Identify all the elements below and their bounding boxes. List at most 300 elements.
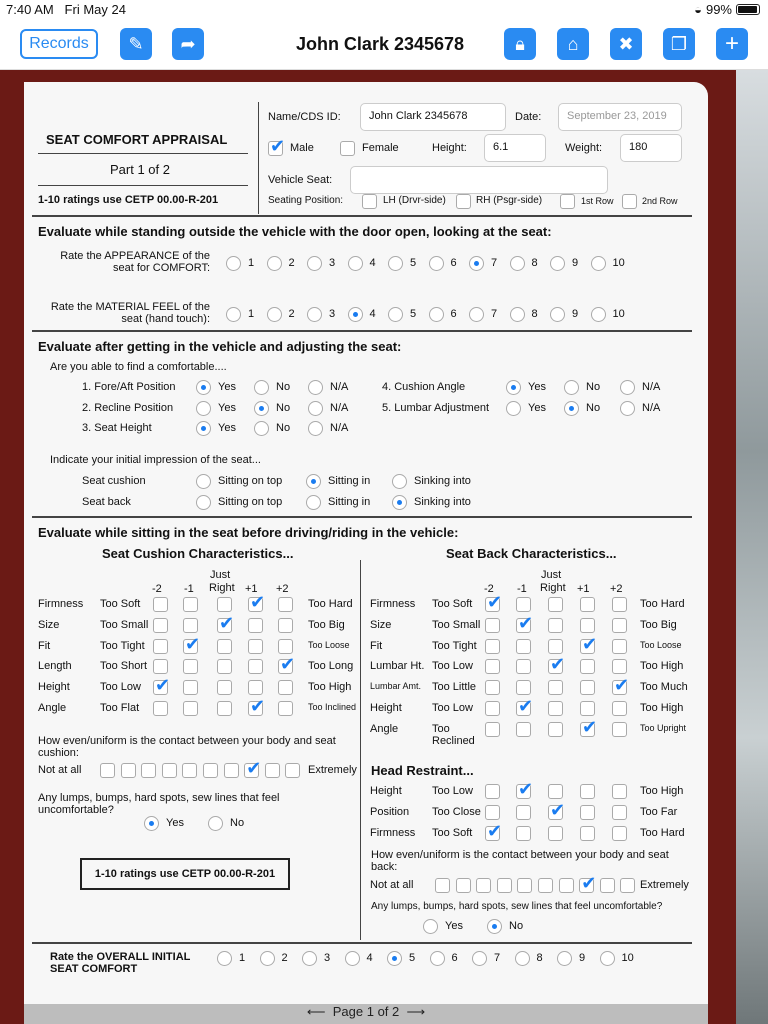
cushion-0-check-0[interactable] [153, 597, 168, 612]
height-label: Height: [432, 142, 467, 154]
copy-icon[interactable]: ❐ [663, 28, 695, 60]
vehicle-seat-label: Vehicle Seat: [268, 174, 333, 186]
head-2-check-1[interactable] [516, 826, 531, 841]
back-4-check-2[interactable] [548, 680, 563, 695]
material-radio-6[interactable] [429, 307, 444, 322]
back-even-extremely: Extremely [640, 879, 689, 891]
cushion-lumps-yes-radio[interactable] [144, 816, 159, 831]
share-icon[interactable]: ➦ [172, 28, 204, 60]
cushion-high-0: Too Hard [308, 598, 353, 610]
overall-label-1: 1 [239, 952, 246, 964]
head-1-check-4[interactable] [612, 805, 627, 820]
rating-note-box: 1-10 ratings use CETP 00.00-R-201 [80, 858, 290, 890]
head-high-2: Too Hard [640, 826, 685, 839]
back-1-check-1[interactable] [516, 618, 531, 633]
cushion-col-p1: +1 [245, 583, 258, 595]
cushion-3-check-1[interactable] [183, 659, 198, 674]
impression-0-sinking-label: Sinking into [414, 475, 471, 487]
back-high-1: Too Big [640, 618, 677, 631]
cushion-3-check-4[interactable] [278, 659, 293, 674]
impression-0-sinking-radio[interactable] [392, 474, 407, 489]
back-title: Seat Back Characteristics... [446, 546, 617, 561]
lock-icon[interactable]: 🔒︎ [504, 28, 536, 60]
back-high-4: Too Much [640, 681, 688, 694]
cushion-5-check-0[interactable] [153, 701, 168, 716]
adjust-left-1-yes-label: Yes [218, 381, 236, 393]
appearance-label-3: 3 [329, 257, 336, 269]
back-4-check-1[interactable] [516, 680, 531, 695]
back-3-check-4[interactable] [612, 659, 627, 674]
adjust-prompt: Are you able to find a comfortable.... [50, 361, 227, 373]
cushion-3-check-2[interactable] [217, 659, 232, 674]
back-even-question: How even/uniform is the contact between your body and seat back: [371, 849, 669, 873]
cushion-attr-2: Fit [38, 639, 51, 652]
cushion-lumps-no-radio[interactable] [208, 816, 223, 831]
impression-0-on_top-radio[interactable] [196, 474, 211, 489]
back-lumps-question: Any lumps, bumps, hard spots, sew lines that feel uncomfortable? [371, 901, 663, 912]
cushion-even-check-6[interactable] [203, 763, 218, 778]
back-col-p1: +1 [577, 583, 590, 595]
cushion-0-check-2[interactable] [217, 597, 232, 612]
material-radio-8[interactable] [510, 307, 525, 322]
overall-label: Rate the OVERALL INITIAL SEAT COMFORT [50, 951, 191, 975]
material-radio-4[interactable] [348, 307, 363, 322]
cushion-5-check-3[interactable] [248, 701, 263, 716]
adjust-right-4-na-label: N/A [642, 381, 661, 393]
rh-label: RH (Psgr-side) [476, 195, 543, 206]
material-label-6: 6 [450, 308, 457, 320]
impression-prompt: Indicate your initial impression of the seat... [50, 454, 261, 466]
cushion-even-check-9[interactable] [265, 763, 280, 778]
cushion-2-check-2[interactable] [217, 639, 232, 654]
section3-heading: Evaluate while sitting in the seat before driving/riding in the vehicle: [38, 525, 459, 540]
plus-icon[interactable]: + [716, 28, 748, 60]
head-1-check-0[interactable] [485, 805, 500, 820]
overall-label-4: 4 [366, 952, 373, 964]
status-time: 7:40 AM Fri May 24 [6, 2, 126, 17]
adjust-right-4-no-radio[interactable] [564, 380, 579, 395]
back-0-check-1[interactable] [516, 597, 531, 612]
back-5-check-3[interactable] [580, 701, 595, 716]
back-1-check-3[interactable] [580, 618, 595, 633]
back-6-check-4[interactable] [612, 722, 627, 737]
overall-radio-10[interactable] [600, 951, 615, 966]
toolbar [0, 20, 768, 70]
back-1-check-0[interactable] [485, 618, 500, 633]
back-6-check-0[interactable] [485, 722, 500, 737]
head-attr-0: Height [370, 785, 402, 797]
cushion-2-check-0[interactable] [153, 639, 168, 654]
head-restraint-title: Head Restraint... [371, 763, 474, 778]
cushion-attr-0: Firmness [38, 598, 84, 610]
adjust-left-2-label: 2. Recline Position [82, 401, 174, 414]
overall-radio-5[interactable] [387, 951, 402, 966]
back-even-check-2[interactable] [456, 878, 471, 893]
back-2-check-2[interactable] [548, 639, 563, 654]
adjust-left-3-na-label: N/A [330, 422, 349, 434]
back-even-check-7[interactable] [559, 878, 574, 893]
cushion-1-check-3[interactable] [248, 618, 263, 633]
appearance-radio-7[interactable] [469, 256, 484, 271]
back-lumps-no-radio[interactable] [487, 919, 502, 934]
material-radio-9[interactable] [550, 307, 565, 322]
cushion-4-check-0[interactable] [153, 680, 168, 695]
back-even-check-1[interactable] [435, 878, 450, 893]
back-2-check-4[interactable] [612, 639, 627, 654]
back-high-2: Too Loose [640, 639, 682, 650]
prev-page-arrow[interactable]: ⟵ [306, 1004, 333, 1019]
adjust-right-5-na-radio[interactable] [620, 401, 635, 416]
adjust-left-1-na-radio[interactable] [308, 380, 323, 395]
adjust-left-3-label: 3. Seat Height [82, 422, 152, 434]
female-label: Female [362, 142, 399, 154]
back-even-check-6[interactable] [538, 878, 553, 893]
impression-1-sinking-label: Sinking into [414, 496, 471, 508]
overall-radio-1[interactable] [217, 951, 232, 966]
name-field[interactable]: John Clark 2345678 [360, 103, 506, 131]
cushion-low-3: Too Short [100, 660, 148, 673]
overall-radio-8[interactable] [515, 951, 530, 966]
adjust-left-3-na-radio[interactable] [308, 421, 323, 436]
adjust-left-2-na-radio[interactable] [308, 401, 323, 416]
appearance-label-5: 5 [410, 257, 417, 269]
back-5-check-1[interactable] [516, 701, 531, 716]
appearance-label-8: 8 [531, 257, 538, 269]
back-col-just: Just [541, 569, 562, 581]
back-even-check-4[interactable] [497, 878, 512, 893]
cushion-4-check-1[interactable] [183, 680, 198, 695]
cushion-even-check-10[interactable] [285, 763, 300, 778]
cushion-attr-4: Height [38, 681, 70, 694]
cushion-attr-5: Angle [38, 702, 67, 714]
impression-1-sitting_in-radio[interactable] [306, 495, 321, 510]
back-4-check-0[interactable] [485, 680, 500, 695]
appearance-radio-3[interactable] [307, 256, 322, 271]
back-1-check-4[interactable] [612, 618, 627, 633]
appearance-radio-4[interactable] [348, 256, 363, 271]
lh-checkbox[interactable] [362, 194, 377, 209]
adjust-right-4-yes-radio[interactable] [506, 380, 521, 395]
adjust-right-5-yes-label: Yes [528, 401, 546, 414]
overall-label-3: 3 [324, 952, 331, 964]
cushion-1-check-2[interactable] [217, 618, 232, 633]
section2-heading: Evaluate after getting in the vehicle and adjusting the seat: [38, 339, 402, 354]
back-attr-0: Firmness [370, 598, 416, 610]
pen-icon[interactable]: ✎ [120, 28, 152, 60]
cushion-col-right: Right [209, 582, 235, 594]
next-page-arrow[interactable]: ⟶ [399, 1004, 426, 1019]
cushion-3-check-0[interactable] [153, 659, 168, 674]
overall-radio-3[interactable] [302, 951, 317, 966]
back-5-check-4[interactable] [612, 701, 627, 716]
back-0-check-2[interactable] [548, 597, 563, 612]
adjust-left-3-yes-label: Yes [218, 422, 236, 434]
back-4-check-3[interactable] [580, 680, 595, 695]
first-row-checkbox[interactable] [560, 194, 575, 209]
adjust-right-5-no-radio[interactable] [564, 401, 579, 416]
cushion-2-check-1[interactable] [183, 639, 198, 654]
adjust-left-1-no-label: No [276, 381, 291, 393]
page-indicator: ⟵ Page 1 of 2 ⟶ [24, 1004, 708, 1024]
cushion-lumps-no-label: No [230, 817, 245, 829]
records-button[interactable]: Records [20, 29, 98, 59]
head-2-check-4[interactable] [612, 826, 627, 841]
overall-radio-4[interactable] [345, 951, 360, 966]
cushion-0-check-1[interactable] [183, 597, 198, 612]
cushion-even-check-3[interactable] [141, 763, 156, 778]
back-low-4: Too Little [432, 681, 477, 694]
adjust-right-5-no-label: No [586, 401, 601, 414]
cushion-low-4: Too Low [100, 681, 141, 694]
record-title: John Clark 2345678 [295, 34, 465, 54]
head-0-check-4[interactable] [612, 784, 627, 799]
back-1-check-2[interactable] [548, 618, 563, 633]
cushion-4-check-2[interactable] [217, 680, 232, 695]
appearance-label-1: 1 [248, 257, 255, 269]
cushion-low-2: Too Tight [100, 639, 145, 652]
adjust-left-2-yes-label: Yes [218, 401, 236, 414]
back-high-0: Too Hard [640, 598, 685, 610]
material-radio-5[interactable] [388, 307, 403, 322]
cushion-high-2: Too Loose [308, 639, 350, 650]
back-attr-2: Fit [370, 639, 383, 652]
cushion-5-check-2[interactable] [217, 701, 232, 716]
appearance-label-6: 6 [450, 257, 457, 269]
back-3-check-2[interactable] [548, 659, 563, 674]
cushion-high-5: Too Inclined [308, 702, 357, 712]
adjust-right-4-yes-label: Yes [528, 381, 546, 393]
material-label-9: 9 [572, 308, 579, 320]
section1-heading: Evaluate while standing outside the vehicle with the door open, looking at the seat: [38, 224, 552, 239]
overall-radio-7[interactable] [472, 951, 487, 966]
back-attr-5: Height [370, 702, 402, 714]
impression-label-1: Seat back [82, 496, 131, 508]
back-lumps-no-label: No [509, 920, 524, 932]
head-0-check-2[interactable] [548, 784, 563, 799]
cushion-2-check-4[interactable] [278, 639, 293, 654]
impression-0-sitting_in-label: Sitting in [328, 475, 371, 487]
back-col-right: Right [540, 582, 566, 594]
back-attr-6: Angle [370, 722, 399, 735]
cushion-even-check-7[interactable] [224, 763, 239, 778]
adjust-left-1-no-radio[interactable] [254, 380, 269, 395]
back-even-check-10[interactable] [620, 878, 635, 893]
head-low-2: Too Soft [432, 826, 473, 839]
overall-radio-2[interactable] [260, 951, 275, 966]
back-lumps-yes-label: Yes [445, 920, 463, 932]
impression-0-on_top-label: Sitting on top [218, 475, 283, 487]
second-row-checkbox[interactable] [622, 194, 637, 209]
impression-label-0: Seat cushion [82, 475, 146, 487]
back-6-check-3[interactable] [580, 722, 595, 737]
cushion-4-check-3[interactable] [248, 680, 263, 695]
appearance-radio-9[interactable] [550, 256, 565, 271]
back-low-3: Too Low [432, 660, 473, 673]
back-low-6: Too Reclined [432, 722, 475, 747]
appearance-radio-2[interactable] [267, 256, 282, 271]
adjust-right-4-label: 4. Cushion Angle [382, 381, 466, 393]
cushion-title: Seat Cushion Characteristics... [102, 546, 294, 561]
male-label: Male [290, 142, 314, 154]
rating-note: 1-10 ratings use CETP 00.00-R-201 [38, 194, 219, 206]
vehicle-seat-field[interactable] [350, 166, 608, 194]
back-5-check-0[interactable] [485, 701, 500, 716]
cushion-col-m2: -2 [152, 583, 162, 595]
overall-label-7: 7 [494, 952, 501, 964]
back-high-3: Too High [640, 660, 684, 673]
appearance-radio-1[interactable] [226, 256, 241, 271]
head-1-check-3[interactable] [580, 805, 595, 820]
weight-field[interactable]: 180 [620, 134, 682, 162]
cushion-1-check-0[interactable] [153, 618, 168, 633]
material-label-2: 2 [288, 308, 295, 320]
cushion-1-check-4[interactable] [278, 618, 293, 633]
cushion-high-1: Too Big [308, 618, 345, 631]
back-even-check-9[interactable] [600, 878, 615, 893]
back-2-check-3[interactable] [580, 639, 595, 654]
material-radio-2[interactable] [267, 307, 282, 322]
head-low-1: Too Close [432, 805, 481, 818]
cushion-low-1: Too Small [100, 618, 149, 631]
cushion-even-question: How even/uniform is the contact between your body and seat cushion: [38, 735, 336, 759]
back-even-check-8[interactable] [579, 878, 594, 893]
cushion-even-check-2[interactable] [121, 763, 136, 778]
appearance-radio-5[interactable] [388, 256, 403, 271]
back-6-check-2[interactable] [548, 722, 563, 737]
female-checkbox[interactable] [340, 141, 355, 156]
adjust-left-1-label: 1. Fore/Aft Position [82, 381, 176, 393]
rh-checkbox[interactable] [456, 194, 471, 209]
cushion-1-check-1[interactable] [183, 618, 198, 633]
head-1-check-2[interactable] [548, 805, 563, 820]
seating-position-label: Seating Position: [268, 195, 344, 206]
material-label-4: 4 [369, 308, 376, 320]
back-low-1: Too Small [432, 618, 481, 631]
head-high-0: Too High [640, 785, 684, 797]
back-3-check-3[interactable] [580, 659, 595, 674]
back-col-p2: +2 [610, 583, 623, 595]
cushion-even-check-1[interactable] [100, 763, 115, 778]
impression-0-sitting_in-radio[interactable] [306, 474, 321, 489]
overall-radio-9[interactable] [557, 951, 572, 966]
material-label-7: 7 [491, 308, 498, 320]
overall-radio-6[interactable] [430, 951, 445, 966]
adjust-left-2-yes-radio[interactable] [196, 401, 211, 416]
back-3-check-1[interactable] [516, 659, 531, 674]
cushion-even-check-8[interactable] [244, 763, 259, 778]
back-lumps-yes-radio[interactable] [423, 919, 438, 934]
back-0-check-4[interactable] [612, 597, 627, 612]
cushion-low-0: Too Soft [100, 598, 141, 610]
impression-1-sinking-radio[interactable] [392, 495, 407, 510]
back-even-check-5[interactable] [517, 878, 532, 893]
trash-icon[interactable]: ✖ [610, 28, 642, 60]
back-even-check-3[interactable] [476, 878, 491, 893]
adjust-left-2-no-radio[interactable] [254, 401, 269, 416]
back-0-check-3[interactable] [580, 597, 595, 612]
material-question: Rate the MATERIAL FEEL of the seat (hand touch): [50, 301, 210, 325]
appearance-label-10: 10 [612, 257, 625, 269]
cushion-5-check-4[interactable] [278, 701, 293, 716]
appearance-label-7: 7 [491, 257, 498, 269]
adjust-right-5-yes-radio[interactable] [506, 401, 521, 416]
head-0-check-0[interactable] [485, 784, 500, 799]
adjust-left-3-no-label: No [276, 422, 291, 434]
adjust-right-4-na-radio[interactable] [620, 380, 635, 395]
head-0-check-1[interactable] [516, 784, 531, 799]
head-2-check-0[interactable] [485, 826, 500, 841]
material-radio-3[interactable] [307, 307, 322, 322]
cushion-attr-3: Length [38, 660, 72, 673]
first-row-label: 1st Row [581, 196, 614, 206]
back-2-check-0[interactable] [485, 639, 500, 654]
status-bar [0, 0, 768, 20]
cushion-even-check-4[interactable] [162, 763, 177, 778]
back-2-check-1[interactable] [516, 639, 531, 654]
cushion-5-check-1[interactable] [183, 701, 198, 716]
back-3-check-0[interactable] [485, 659, 500, 674]
material-label-1: 1 [248, 308, 255, 320]
head-2-check-2[interactable] [548, 826, 563, 841]
weight-label: Weight: [565, 142, 603, 154]
back-low-2: Too Tight [432, 639, 477, 652]
cushion-col-just: Just [210, 569, 231, 581]
appearance-radio-6[interactable] [429, 256, 444, 271]
head-2-check-3[interactable] [580, 826, 595, 841]
cushion-4-check-4[interactable] [278, 680, 293, 695]
back-0-check-0[interactable] [485, 597, 500, 612]
impression-1-on_top-label: Sitting on top [218, 496, 283, 508]
cushion-0-check-4[interactable] [278, 597, 293, 612]
appearance-radio-10[interactable] [591, 256, 606, 271]
adjust-left-3-yes-radio[interactable] [196, 421, 211, 436]
material-radio-7[interactable] [469, 307, 484, 322]
name-label: Name/CDS ID: [268, 111, 341, 123]
overall-label-10: 10 [621, 952, 634, 964]
material-radio-1[interactable] [226, 307, 241, 322]
height-field[interactable]: 6.1 [484, 134, 546, 162]
head-0-check-3[interactable] [580, 784, 595, 799]
back-low-5: Too Low [432, 702, 473, 714]
adjust-left-1-yes-radio[interactable] [196, 380, 211, 395]
back-col-m1: -1 [517, 583, 527, 595]
cushion-col-m1: -1 [184, 583, 194, 595]
tag-icon[interactable]: ⌂ [557, 28, 589, 60]
material-label-3: 3 [329, 308, 336, 320]
impression-1-on_top-radio[interactable] [196, 495, 211, 510]
battery-indicator: ◒ 99% [694, 2, 760, 17]
male-checkbox[interactable] [268, 141, 283, 156]
wifi-icon: ◒ [694, 2, 702, 17]
cushion-even-check-5[interactable] [182, 763, 197, 778]
material-radio-10[interactable] [591, 307, 606, 322]
head-1-check-1[interactable] [516, 805, 531, 820]
back-6-check-1[interactable] [516, 722, 531, 737]
material-label-8: 8 [531, 308, 538, 320]
cushion-3-check-3[interactable] [248, 659, 263, 674]
date-field[interactable]: September 23, 2019 [558, 103, 682, 131]
back-high-6: Too Upright [640, 722, 687, 733]
back-4-check-4[interactable] [612, 680, 627, 695]
overall-label-2: 2 [281, 952, 288, 964]
appearance-radio-8[interactable] [510, 256, 525, 271]
appearance-question: Rate the APPEARANCE of the seat for COMFORT: [60, 250, 210, 274]
cushion-lumps-yes-label: Yes [166, 817, 184, 829]
cushion-0-check-3[interactable] [248, 597, 263, 612]
adjust-left-3-no-radio[interactable] [254, 421, 269, 436]
back-5-check-2[interactable] [548, 701, 563, 716]
cushion-2-check-3[interactable] [248, 639, 263, 654]
